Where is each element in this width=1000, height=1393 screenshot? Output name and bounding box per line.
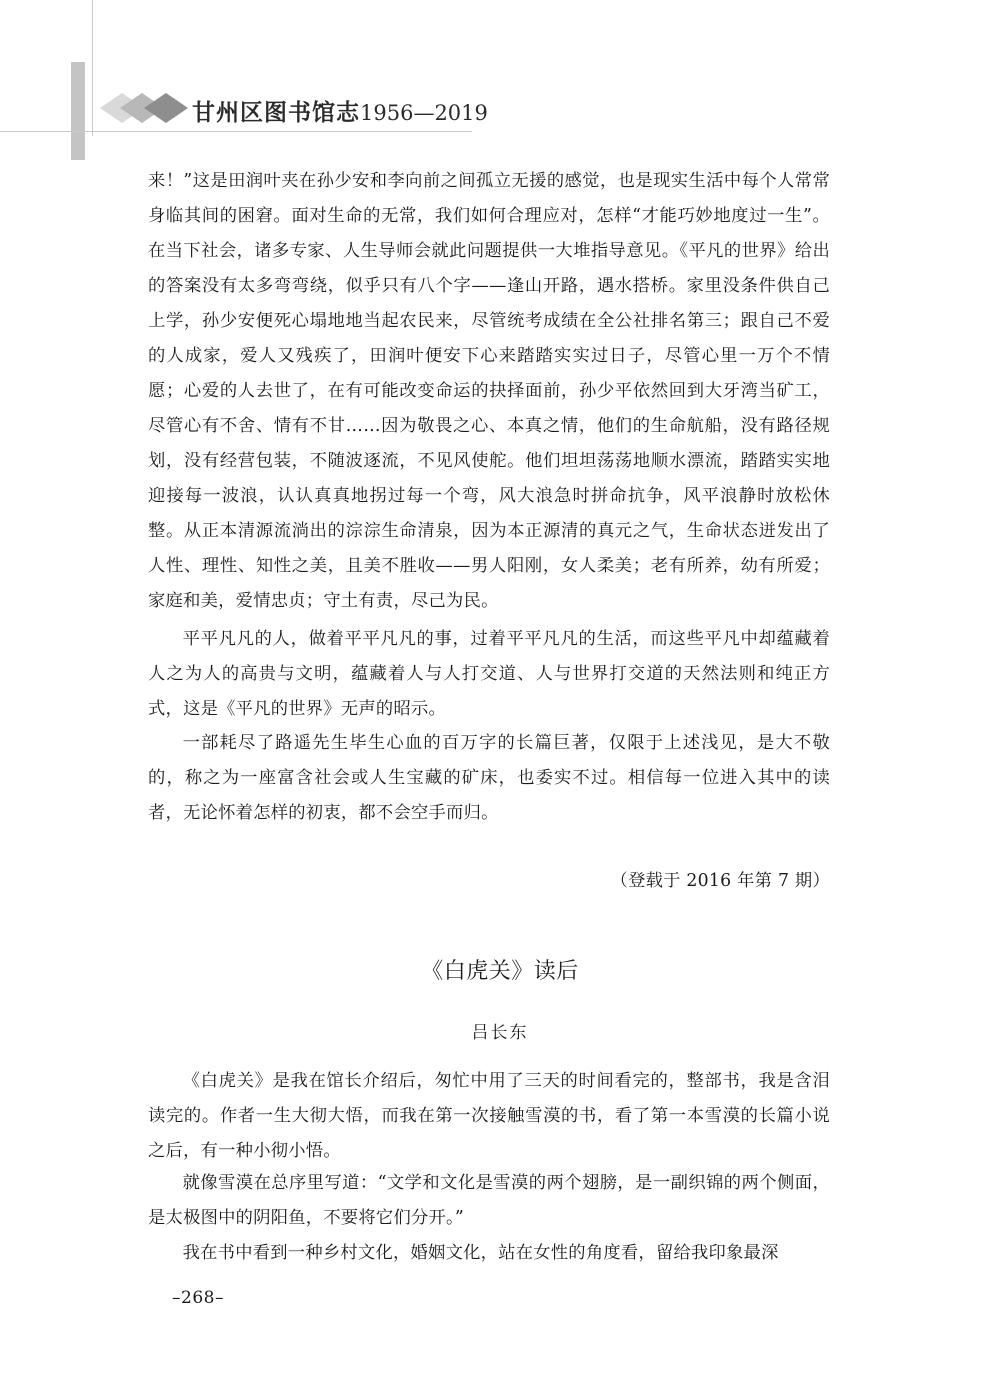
- article-paragraph-3: [148, 1236, 830, 1271]
- header-vertical-rule: [92, 0, 93, 136]
- body-paragraph-1: [148, 164, 830, 619]
- publication-source: （登载于 2016 年第 7 期）: [610, 871, 830, 891]
- paragraph-text: 就像雪漠在总序里写道：“文学和文化是雪漠的两个翅膀，是一副织锦的两个侧面，是太极图中的阴阳鱼，不要将它们分开。”: [148, 1173, 830, 1228]
- paragraph-text: 来！”这是田润叶夹在孙少安和李向前之间孤立无援的感觉，也是现实生活中每个人常常身临其间的困窘。面对生命的无常，我们如何合理应对，怎样“才能巧妙地度过一生”。在当下社会，诸多专家、人生导师会就此问题提供一大堆指导意见。《平凡的世界》给出的答案没有太多弯弯绕，似乎只有八个字——逢山开路，遇水搭桥。家里没条件供自己上学，孙少安便死心塌地地当起农民来，尽管统考成绩在全公社排名第三；跟自己不爱的人成家，爱人又残疾了，田润叶便安下心来踏踏实实过日子，尽管心里一万个不情愿；心爱的人去世了，在有可能改变命运的抉择面前，孙少平依然回到大牙湾当矿工，尽管心有不舍、情有不甘……因为敬畏之心、本真之情，他们的生命航船，没有路径规划，没有经营包装，不随波逐流，不见风使舵。他们坦坦荡荡地顺水漂流，踏踏实实地迎接每一波浪，认认真真地拐过每一个弯，风大浪急时拼命抗争，风平浪静时放松休整。从正本清源流淌出的淙淙生命清泉，因为本正源清的真元之气，生命状态迸发出了人性、理性、知性之美，且美不胜收——男人阳刚，女人柔美；老有所养，幼有所爱；家庭和美，爱情忠贞；守土有责，尽己为民。: [148, 171, 830, 611]
- header-title-text: 甘州区图书馆志: [192, 99, 360, 126]
- article-paragraph-1: [148, 1064, 830, 1169]
- article-author: 吕长东: [471, 1023, 529, 1043]
- body-paragraph-2: [148, 622, 830, 727]
- article-title: 《白虎关》读后: [421, 959, 579, 984]
- paragraph-text: 《白虎关》是我在馆长介绍后，匆忙中用了三天的时间看完的，整部书，我是含泪读完的。作者一生大彻大悟，而我在第一次接触雪漠的书，看了第一本雪漠的长篇小说之后，有一种小彻小悟。: [148, 1071, 830, 1161]
- paragraph-text: 我在书中看到一种乡村文化，婚姻文化，站在女性的角度看，留给我印象最深: [182, 1243, 779, 1263]
- header-horizontal-rule: [0, 131, 472, 132]
- running-header-title: [192, 94, 488, 127]
- header-diamond-ornament: [100, 90, 188, 126]
- paragraph-text: 一部耗尽了路遥先生毕生心血的百万字的长篇巨著，仅限于上述浅见，是大不敬的，称之为一座富含社会或人生宝藏的矿床，也委实不过。相信每一位进入其中的读者，无论怀着怎样的初衷，都不会空手而归。: [148, 733, 830, 823]
- header-years: 1956—2019: [360, 101, 488, 125]
- paragraph-text: 平平凡凡的人，做着平平凡凡的事，过着平平凡凡的生活，而这些平凡中却蕴藏着人之为人的高贵与文明，蕴藏着人与人打交道、人与世界打交道的天然法则和纯正方式，这是《平凡的世界》无声的昭示。: [148, 629, 830, 719]
- margin-gray-bar: [71, 62, 85, 160]
- body-paragraph-3: [148, 726, 830, 831]
- article-paragraph-2: [148, 1166, 830, 1236]
- page-number: –268–: [172, 1288, 224, 1308]
